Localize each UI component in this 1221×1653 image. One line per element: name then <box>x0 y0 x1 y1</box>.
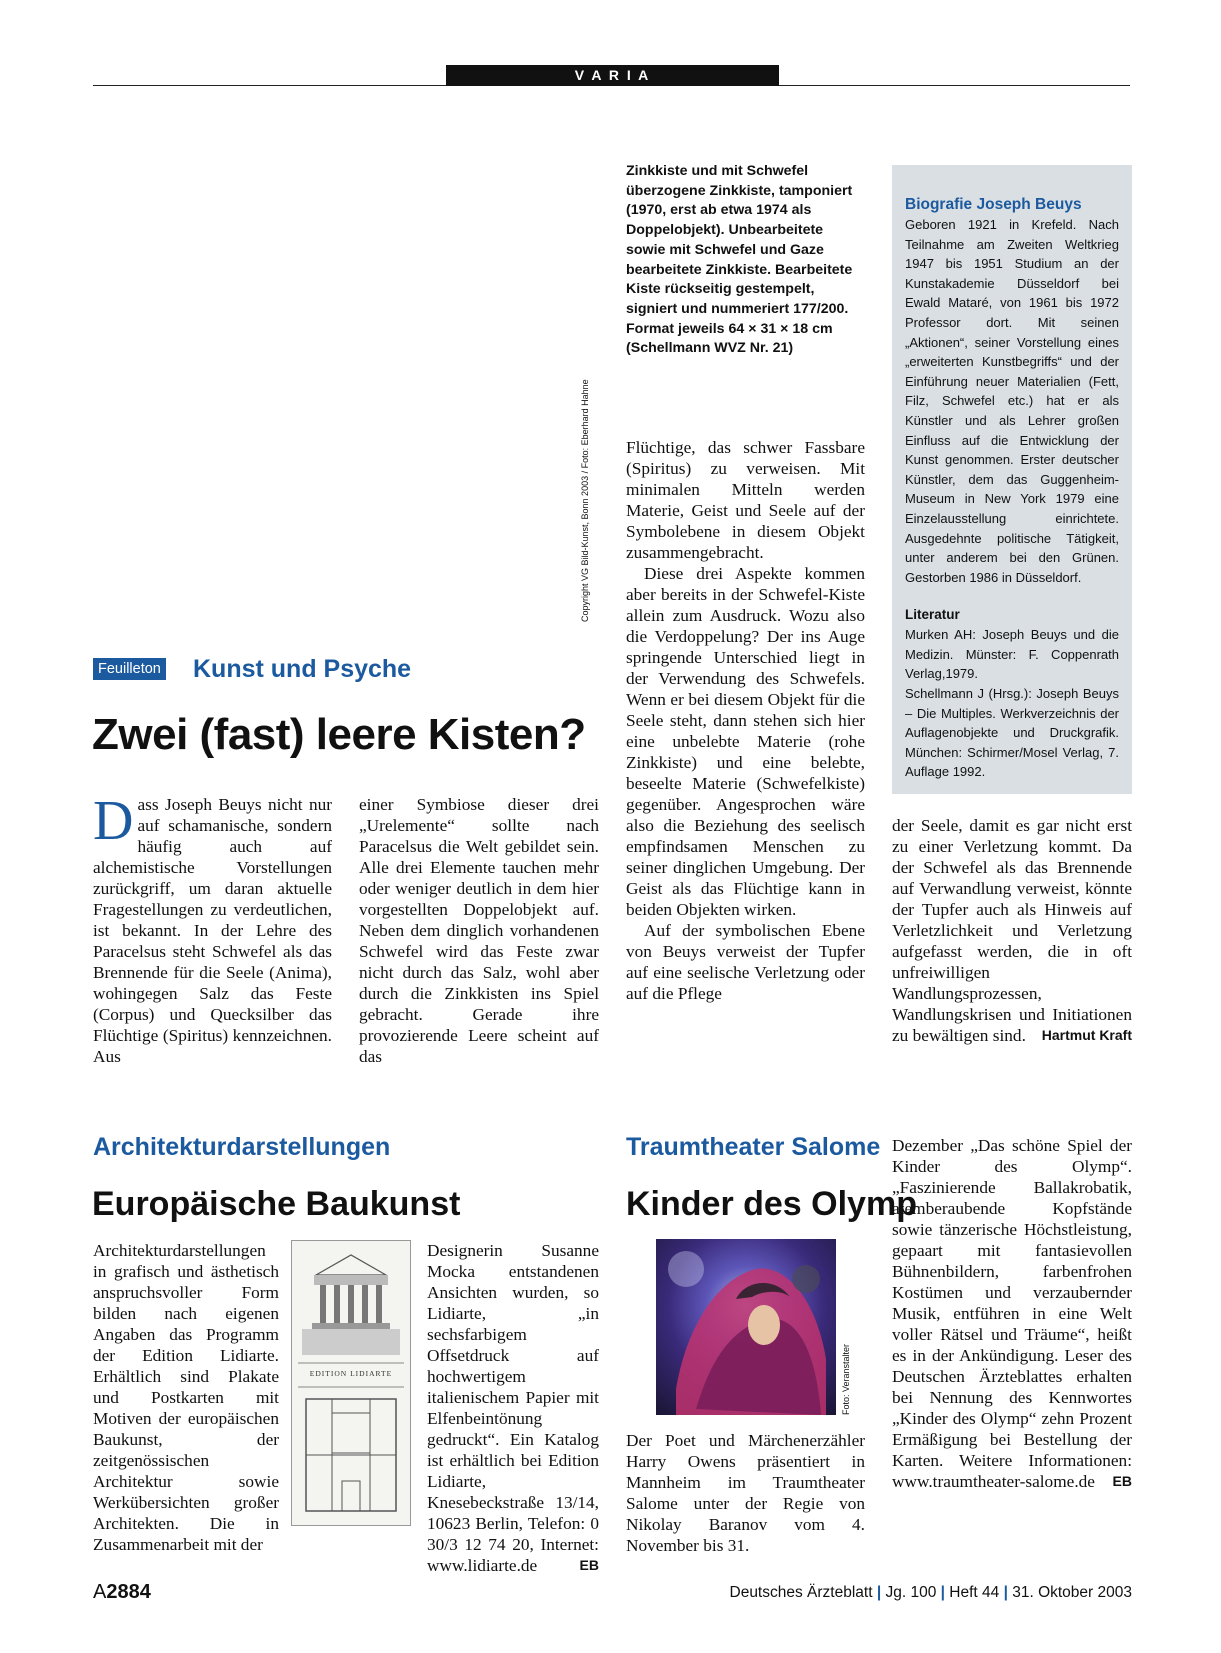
page-number-value: 2884 <box>106 1581 151 1603</box>
column-text: einer Symbiose dieser drei „Urelemente“ sollte nach Paracelsus die Welt gebildet sein. Alle drei Elemente tauchen mehr oder weniger deutlich in dem hier vorgestellten Doppelobjekt auf. Neben dem dinglich vorhandenen Schwefel wird das Feste zwar nicht durch das Salz, wohl aber durch die Zinkkisten ins Spiel gebracht. Gerade ihre provozierende Leere scheint auf das <box>359 795 599 1066</box>
column-text: Designerin Susanne Mocka entstandenen Ansichten wurden, so Lidiarte, „in sechsfarbigem Offsetdruck auf hochwertigem italienischem Papier mit Elfenbeintönung gedruckt“. Ein Katalog ist erhältlich bei Edition Lidiarte, Knesebeckstraße 13/14, 10623 Berlin, Telefon: 0 30/3 12 74 20, Internet: www.lidiarte.de <box>427 1241 599 1575</box>
architektur-kicker: Architekturdarstellungen <box>93 1133 391 1161</box>
theater-column-2 <box>892 1135 1132 1492</box>
column-text: ass Joseph Beuys nicht nur auf schamanische, sondern häufig auch auf alchemistische Vorstellungen zurückgriff, um daran aktuelle Fragestellungen zu verdeutlichen, ist bekannt. In der Lehre des Paracelsus steht Schwefel als das Brennende für die Seele (Anima), wohingegen Salz das Feste (Corpus) und Quecksilber das Flüchtige (Spiritus) kennzeichnen. Aus <box>93 795 332 1066</box>
architektur-headline: Europäische Baukunst <box>92 1185 461 1223</box>
article-headline: Zwei (fast) leere Kisten? <box>92 710 586 759</box>
journal-name: Deutsches Ärzteblatt <box>729 1584 873 1601</box>
performer-image <box>656 1239 836 1415</box>
column-text: Flüchtige, das schwer Fassbare (Spiritus) zu verweisen. Mit minimalen Mitteln werden Materie, Geist und Seele auf der Symbolebene in diesem Objekt zusammengebracht. <box>626 438 865 562</box>
journal-issue: Heft 44 <box>949 1584 1000 1601</box>
drop-cap: D <box>93 790 134 852</box>
column-text: Der Poet und Märchenerzähler Harry Owens präsentiert in Mannheim im Traumtheater Salome unter der Regie von Nikolay Baranov vom 4. November bis 31. <box>626 1431 865 1555</box>
theater-photo <box>656 1239 836 1415</box>
column-text: Auf der symbolischen Ebene von Beuys verweist der Tupfer auf eine seelische Verletzung oder auf die Pflege <box>626 921 865 1003</box>
architektur-column-2 <box>427 1240 599 1576</box>
column-text: Diese drei Aspekte kommen aber bereits in der Schwefel-Kiste allein zum Ausdruck. Wozu also die Verdoppelung? Der ins Auge springende Unterschied liegt in der Verwendung des Schwefels. Wenn er bei diesem Objekt für die Seele steht, dann stehen sich hier eine unbelebte Materie (rohe Zinkkiste) und eine belebte, beseelte Materie (Schwefelkiste) gegenüber. Angesprochen wäre also die Beziehung des seelisch empfindsamen Menschen zu seiner dinglichen Umgebung. Der Geist als das Flüchtige kann in beiden Objekten wirken. <box>626 564 865 919</box>
article-column-1 <box>93 790 332 1067</box>
building-drawing <box>292 1241 410 1525</box>
poster-label: EDITION LIDIARTE <box>309 1369 393 1378</box>
theater-kicker: Traumtheater Salome <box>626 1133 881 1161</box>
page-prefix: A <box>93 1581 107 1603</box>
author-signature: Hartmut Kraft <box>1041 1027 1132 1043</box>
theater-column-1 <box>626 1430 865 1556</box>
article-column-2 <box>359 794 599 1067</box>
author-signature: EB <box>1112 1473 1132 1489</box>
biography-text: Geboren 1921 in Krefeld. Nach Teilnahme am Zweiten Weltkrieg 1947 bis 1951 Studium an der Kunstakademie Düsseldorf bei Ewald Mataré, von 1961 bis 1972 Professor dort. Mit seinen „Aktionen“, seiner Vorstellung eines „erweiterten Kunstbegriffs“ und der Einführung neuer Materialien (Fett, Filz, Schwefel etc.) hat er als Künstler und als Lehrer großen Einfluss auf die Entwicklung der Kunst genommen. Erster deutscher Künstler, dem das Guggenheim-Museum in New York 1979 eine Einzelausstellung einrichtete. Ausgedehnte politische Tätigkeit, unter anderem bei den Grünen. Gestorben 1986 in Düsseldorf. <box>905 217 1119 585</box>
image-caption: Zinkkiste und mit Schwefel überzogene Zinkkiste, tamponiert (1970, erst ab etwa 1974 als Doppelobjekt). Unbearbeitete sowie mit Schwefel und Gaze bearbeitete Zinkkiste. Bearbeitete Kiste rückseitig gestempelt, signiert und nummeriert 177/200. Format jeweils 64 × 31 × 18 cm (Schellmann WVZ Nr. 21) <box>626 163 853 357</box>
column-text: der Seele, damit es gar nicht erst zu einer Verletzung kommt. Da der Schwefel als das Brennende auf Verwandlung verweist, könnte der Tupfer auch als Hinweis auf Verletzlichkeit und Verletzung aufgefasst werden, die in oft unfreiwilligen Wandlungsprozessen, Wandlungskrisen und Initiationen zu bewältigen sind. <box>892 816 1132 1045</box>
author-signature: EB <box>579 1557 599 1573</box>
article-column-3 <box>626 437 865 1004</box>
literature-entry: Schellmann J (Hrsg.): Joseph Beuys – Die Multiples. Werkverzeichnis der Auflagenobjekte und Druckgrafik. München: Schirmer/Mosel Verlag, 7. Auflage 1992. <box>905 686 1119 780</box>
journal-footer: Deutsches Ärzteblatt | Jg. 100 | Heft 44 | 31. Oktober 2003 <box>729 1584 1132 1601</box>
photo-credit: Copyright VG Bild-Kunst, Bonn 2003 / Foto: Eberhard Hahne <box>580 379 590 622</box>
column-text: Architekturdarstellungen in grafisch und ästhetisch anspruchsvoller Form bilden nach eigenen Angaben das Programm der Edition Lidiarte. Erhältlich sind Plakate und Postkarten mit Motiven der europäischen Baukunst, der zeitgenössischen Architektur sowie Werkübersichten großer Architekten. Die in Zusammenarbeit mit der <box>93 1241 279 1554</box>
article-column-4 <box>892 815 1132 1046</box>
section-label: V A R I A <box>574 67 651 83</box>
article-kicker: Kunst und Psyche <box>193 655 412 683</box>
architektur-column-1 <box>93 1240 279 1555</box>
journal-volume: Jg. 100 <box>885 1584 937 1601</box>
page-number <box>93 1580 151 1604</box>
rubric-badge <box>93 658 166 680</box>
journal-date: 31. Oktober 2003 <box>1012 1584 1132 1601</box>
literature-entry: Murken AH: Joseph Beuys und die Medizin. Münster: F. Coppenrath Verlag,1979. <box>905 627 1119 682</box>
biography-title: Biografie Joseph Beuys <box>905 196 1082 213</box>
architecture-poster-image <box>291 1240 411 1526</box>
column-text: Dezember „Das schöne Spiel der Kinder des Olymp“. „Faszinierende Ballakrobatik, atemberaubende Kopfstände sowie tänzerische Höchstleistung, gepaart mit fantasievollen Bühnenbildern, farbenfrohen Kostümen und verzaubernder Musik, entführen in eine Welt voller Rätsel und Träume“, heißt es in der Ankündigung. Leser des Deutschen Ärzteblattes erhalten bei Nennung des Kennwortes „Kinder des Olymp“ zehn Prozent Ermäßigung bei Bestellung der Karten. Weitere Informationen: www.traumtheater-salome.de <box>892 1136 1132 1491</box>
section-bar <box>446 65 779 86</box>
literature-title: Literatur <box>905 607 960 623</box>
theater-headline: Kinder des Olymp <box>626 1185 917 1223</box>
biography-sidebar <box>892 165 1132 794</box>
photo-credit: Foto: Veranstalter <box>841 1343 851 1415</box>
rubric-label: Feuilleton <box>98 661 161 677</box>
